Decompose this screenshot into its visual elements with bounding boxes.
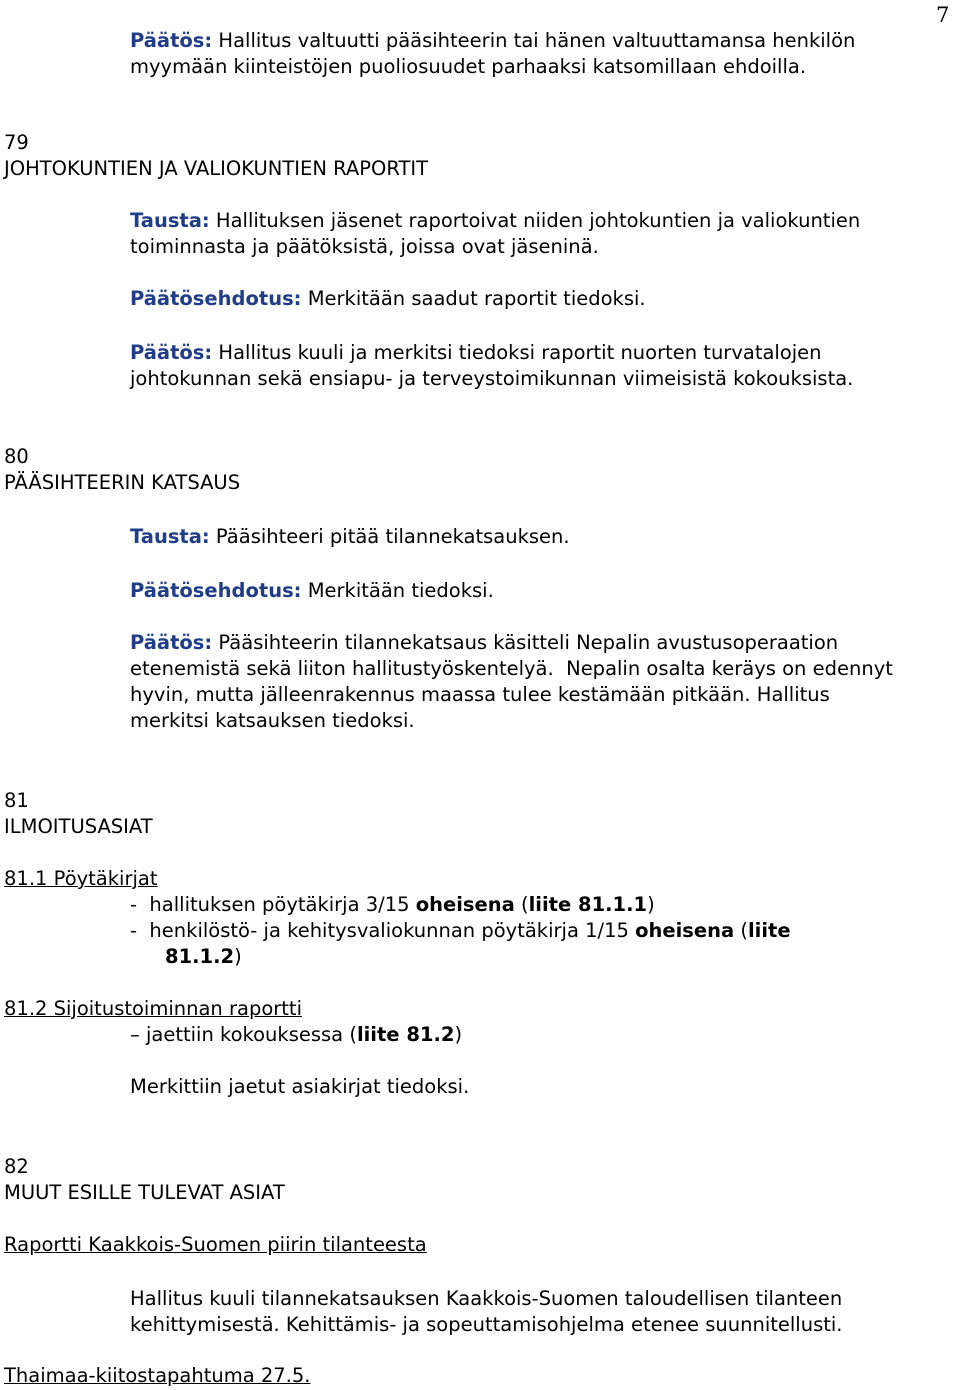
attachment-ref: liite xyxy=(747,919,791,942)
decision-line2: etenemistä sekä liiton hallitustyöskentelyä. Nepalin osalta keräys on edennyt xyxy=(130,657,893,680)
decision-text: Hallitus kuuli ja merkitsi tiedoksi raportit nuorten turvatalojen xyxy=(218,341,822,364)
section-title: JOHTOKUNTIEN JA VALIOKUNTIEN RAPORTIT xyxy=(4,157,429,180)
subsection-number: 81.2 xyxy=(4,997,48,1020)
decision-78-line2: myymään kiinteistöjen puoliosuudet parhaaksi katsomillaan ehdoilla. xyxy=(130,55,807,78)
decision-line4: merkitsi katsauksen tiedoksi. xyxy=(130,709,415,732)
list-item-bold: oheisena xyxy=(415,893,515,916)
list-item xyxy=(130,918,791,944)
proposal-label: Päätösehdotus: xyxy=(130,287,302,310)
list-item-text: - hallituksen pöytäkirja 3/15 xyxy=(130,893,416,916)
list-item-text: ) xyxy=(234,945,242,968)
proposal xyxy=(130,578,494,604)
decision-line2: johtokunnan sekä ensiapu- ja terveystoimikunnan viimeisistä kokouksista. xyxy=(130,367,854,390)
list-item-text: - henkilöstö- ja kehitysvaliokunnan pöytäkirja 1/15 xyxy=(130,919,636,942)
subsection-text-line1: Hallitus kuuli tilannekatsauksen Kaakkois-Suomen taloudellisen tilanteen xyxy=(130,1287,843,1310)
proposal-text: Merkitään tiedoksi. xyxy=(307,579,494,602)
background-line1 xyxy=(130,208,860,234)
decision-line1 xyxy=(130,340,822,366)
subsection-heading: Raportti Kaakkois-Suomen piirin tilanteesta xyxy=(4,1233,427,1256)
decision-label: Päätös: xyxy=(130,341,213,364)
list-item-text: ) xyxy=(647,893,655,916)
section-title: PÄÄSIHTEERIN KATSAUS xyxy=(4,471,241,494)
decision-label: Päätös: xyxy=(130,29,213,52)
subsection-heading: Thaimaa-kiitostapahtuma 27.5. xyxy=(4,1364,311,1387)
decision-text: Hallitus valtuutti pääsihteerin tai hänen valtuuttamansa henkilön xyxy=(218,29,856,52)
decision-line3: hyvin, mutta jälleenrakennus maassa tulee kestämään pitkään. Hallitus xyxy=(130,683,830,706)
section-title: ILMOITUSASIAT xyxy=(4,815,153,838)
decision-label: Päätös: xyxy=(130,631,213,654)
proposal-label: Päätösehdotus: xyxy=(130,579,302,602)
background-text: Pääsihteeri pitää tilannekatsauksen. xyxy=(215,525,570,548)
section-number: 82 xyxy=(4,1155,29,1178)
background xyxy=(130,524,570,550)
subsection-81-2-text xyxy=(130,1022,462,1048)
subsection-text: ) xyxy=(454,1023,463,1046)
page-number: 7 xyxy=(936,3,950,27)
subsection-text-line2: kehittymisestä. Kehittämis- ja sopeuttamisohjelma etenee suunnitellusti. xyxy=(130,1313,843,1336)
decision-78-line1 xyxy=(130,28,855,54)
list-item-text: ( xyxy=(514,893,529,916)
attachment-ref: liite 81.2 xyxy=(356,1023,455,1046)
list-item-text: ( xyxy=(734,919,748,942)
background-label: Tausta: xyxy=(130,209,210,232)
background-label: Tausta: xyxy=(130,525,210,548)
decision-line1 xyxy=(130,630,838,656)
list-item xyxy=(130,892,655,918)
subsection-text: – jaettiin kokouksessa ( xyxy=(130,1023,357,1046)
section-number: 79 xyxy=(4,131,29,154)
decision-text: Pääsihteerin tilannekatsaus käsitteli Nepalin avustusoperaation xyxy=(218,631,839,654)
section-number: 80 xyxy=(4,445,29,468)
subsection-title: Pöytäkirjat xyxy=(53,867,158,890)
section-number: 81 xyxy=(4,789,29,812)
section-title: MUUT ESILLE TULEVAT ASIAT xyxy=(4,1181,285,1204)
background-text: Hallituksen jäsenet raportoivat niiden johtokuntien ja valiokuntien xyxy=(215,209,861,232)
proposal-text: Merkitään saadut raportit tiedoksi. xyxy=(307,287,646,310)
subsection-title: Sijoitustoiminnan raportti xyxy=(53,997,302,1020)
attachment-ref: 81.1.2 xyxy=(165,945,235,968)
attachment-ref: liite 81.1.1 xyxy=(528,893,648,916)
list-item-continuation xyxy=(165,944,242,970)
background-line2: toiminnasta ja päätöksistä, joissa ovat jäseninä. xyxy=(130,235,599,258)
subsection-81-2-heading xyxy=(4,996,302,1022)
proposal xyxy=(130,286,646,312)
list-item-bold: oheisena xyxy=(635,919,735,942)
subsection-81-1-heading xyxy=(4,866,158,892)
closing-statement: Merkittiin jaetut asiakirjat tiedoksi. xyxy=(130,1075,470,1098)
subsection-number: 81.1 xyxy=(4,867,48,890)
